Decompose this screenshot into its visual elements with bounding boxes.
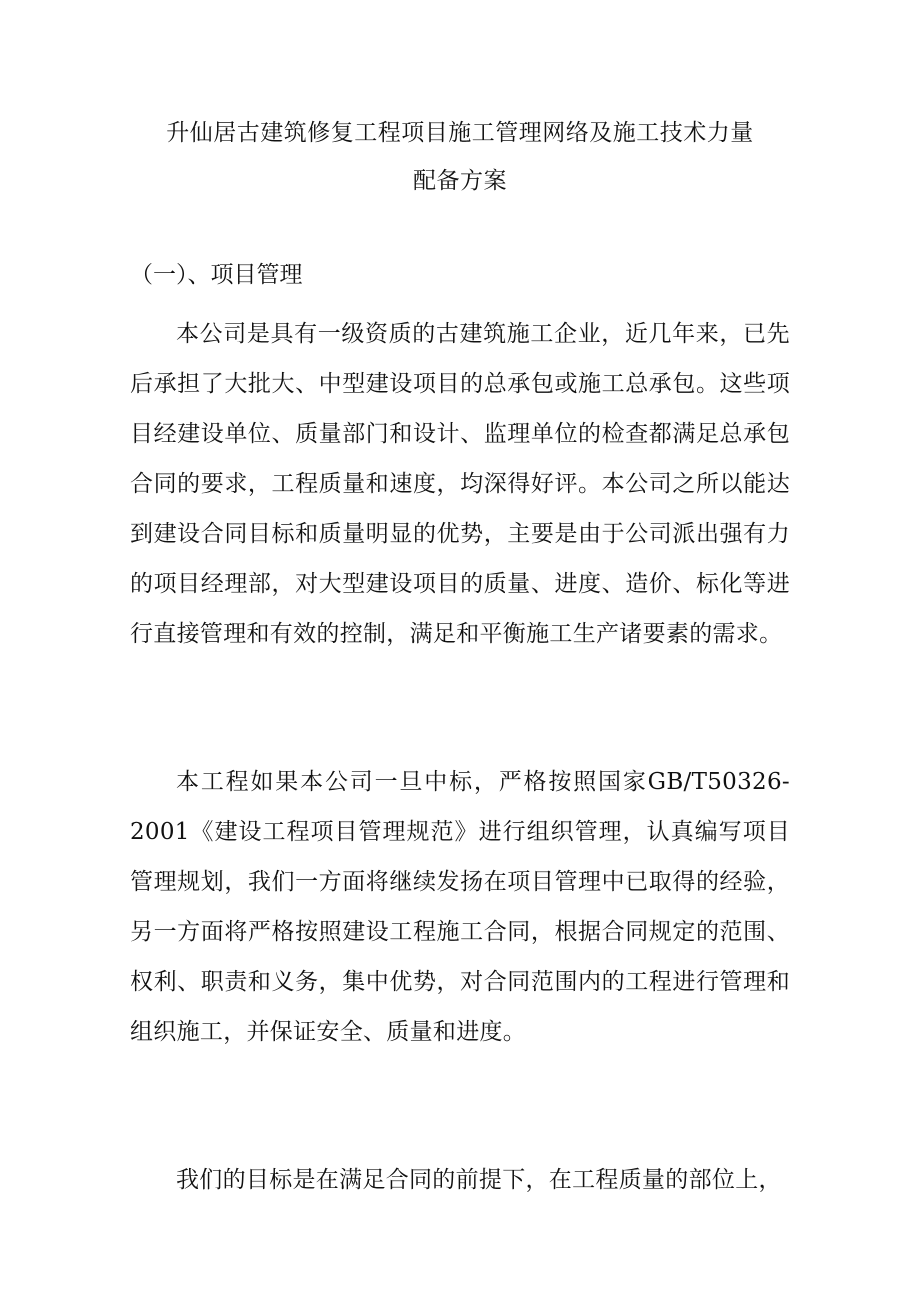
document-title-line-1: 升仙居古建筑修复工程项目施工管理网络及施工技术力量 xyxy=(166,120,754,146)
document-title-line-2: 配备方案 xyxy=(413,168,507,194)
paragraph-company-experience: 本公司是具有一级资质的古建筑施工企业，近几年来，已先后承担了大批大、中型建设项目的总承包或施工总承包。这些项目经建设单位、质量部门和设计、监理单位的检查都满足总承包合同的要求，工程质量和速度，均深得好评。本公司之所以能达到建设合同目标和质量明显的优势，主要是由于公司派出强有力的项目经理部，对大型建设项目的质量、进度、造价、标化等进行直接管理和有效的控制，满足和平衡施工生产诸要素的需求。 xyxy=(130,321,790,647)
paragraph-management-standard: 本工程如果本公司一旦中标，严格按照国家GB/T50326-2001《建设工程项目管理规范》进行组织管理，认真编写项目管理规划，我们一方面将继续发扬在项目管理中已取得的经验，另一方面将严格按照建设工程施工合同，根据合同规定的范围、权利、职责和义务，集中优势，对合同范围内的工程进行管理和组织施工，并保证安全、质量和进度。 xyxy=(130,769,790,1045)
section-heading: （一）、项目管理 xyxy=(130,262,303,288)
paragraph-goals: 我们的目标是在满足合同的前提下，在工程质量的部位上， xyxy=(176,1167,782,1193)
